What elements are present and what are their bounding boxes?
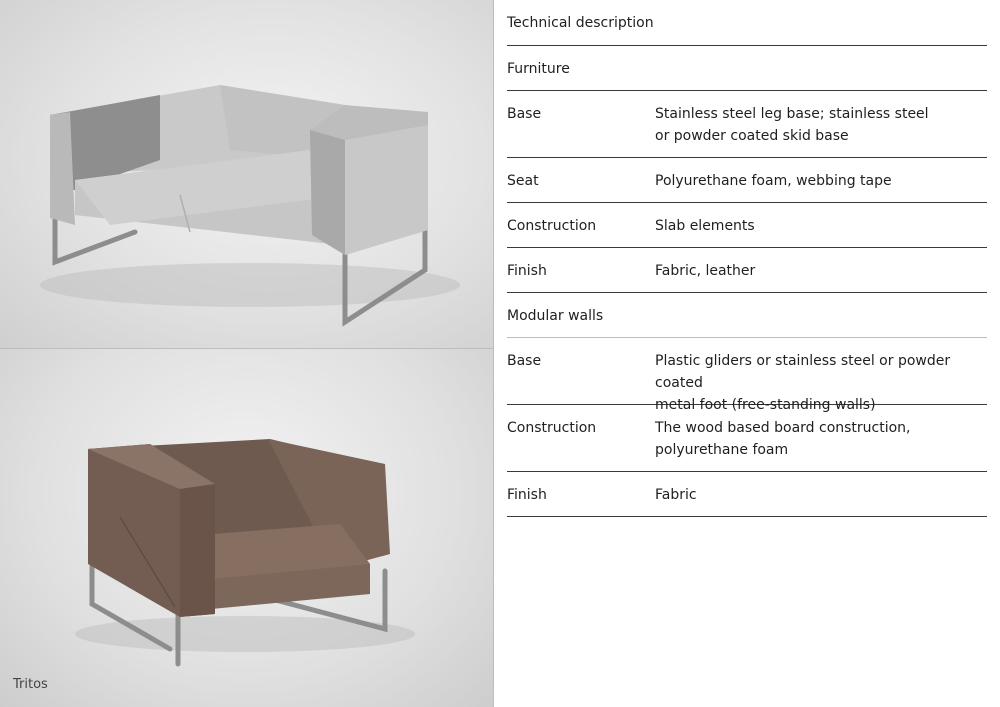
spec-label: Construction — [507, 420, 597, 436]
spec-label: Base — [507, 106, 542, 122]
grey-sofa-image — [0, 0, 493, 348]
technical-description-table — [507, 0, 987, 517]
section-heading: Modular walls — [507, 308, 604, 324]
spec-value: Plastic gliders or stainless steel or powder coated metal foot (free-standing walls) — [655, 353, 951, 413]
section-heading: Furniture — [507, 61, 570, 77]
spec-label: Seat — [507, 173, 539, 189]
brown-armchair-image — [0, 349, 493, 707]
spec-label: Base — [507, 353, 542, 369]
spec-value: Stainless steel leg base; stainless steel or powder coated skid base — [655, 106, 929, 144]
spec-row — [507, 158, 987, 203]
spec-row — [507, 472, 987, 517]
spec-value: Fabric — [655, 487, 697, 503]
spec-label: Finish — [507, 263, 547, 279]
spec-label: Finish — [507, 487, 547, 503]
sofa-photo — [0, 0, 493, 348]
spec-row — [507, 248, 987, 293]
spec-title-row — [507, 0, 987, 46]
spec-row — [507, 203, 987, 248]
spec-value: Slab elements — [655, 218, 755, 234]
section-furniture — [507, 46, 987, 91]
section-modular-walls — [507, 293, 987, 338]
spec-row — [507, 338, 987, 413]
armchair-photo — [0, 349, 493, 707]
spec-title: Technical description — [507, 15, 654, 31]
spec-value: Polyurethane foam, webbing tape — [655, 173, 892, 189]
spec-label: Construction — [507, 218, 597, 234]
spec-value: Fabric, leather — [655, 263, 756, 279]
product-photos — [0, 0, 494, 707]
spec-row — [507, 91, 987, 158]
product-caption: Tritos — [13, 677, 48, 692]
spec-value: The wood based board construction, polyurethane foam — [655, 420, 911, 458]
